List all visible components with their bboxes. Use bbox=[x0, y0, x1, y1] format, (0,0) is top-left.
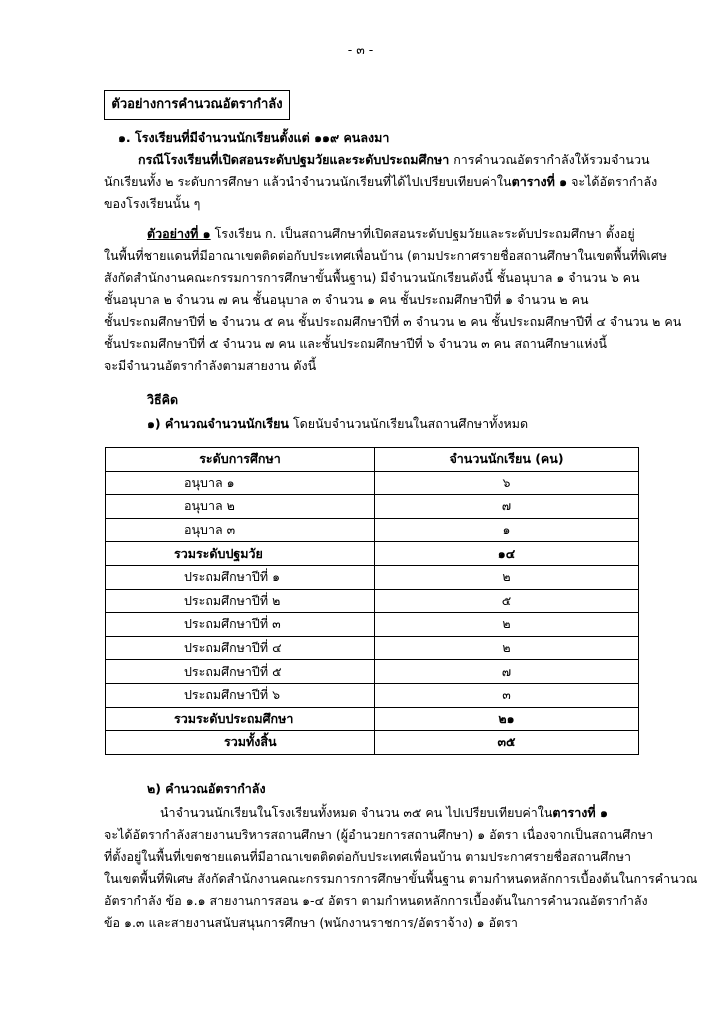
cell-count: ๒ bbox=[375, 613, 639, 637]
section1-para-text: จะได้อัตรากำลัง bbox=[567, 174, 658, 189]
cell-level: รวมทั้งสิ้น bbox=[106, 731, 375, 755]
step1-line bbox=[147, 416, 528, 432]
table-row bbox=[106, 471, 639, 495]
cell-count: ๒ bbox=[375, 565, 639, 589]
table-row bbox=[106, 542, 639, 566]
table-row bbox=[106, 589, 639, 613]
header-count: จำนวนนักเรียน (คน) bbox=[375, 448, 639, 472]
table-row bbox=[106, 660, 639, 684]
cell-count: ๖ bbox=[375, 471, 639, 495]
example-line5: ชั้นประถมศึกษาปีที่ ๒ จำนวน ๕ คน ชั้นประถมศึกษาปีที่ ๓ จำนวน ๒ คน ชั้นประถมศึกษาปีที่ ๔ จำนวน ๒ คน bbox=[104, 314, 682, 329]
example-line7: จะมีจำนวนอัตรากำลังตามสายงาน ดังนี้ bbox=[104, 358, 317, 373]
table-body bbox=[106, 471, 639, 754]
cell-level: ประถมศึกษาปีที่ ๓ bbox=[106, 613, 375, 637]
table-row bbox=[106, 518, 639, 542]
step2-line5: อัตรากำลัง ข้อ ๑.๑ สายงานการสอน ๑-๔ อัตรา ตามกำหนดหลักการเบื้องต้นในการคำนวณอัตรากำลัง bbox=[104, 893, 648, 908]
example-line2: ในพื้นที่ชายแดนที่มีอาณาเขตติดต่อกับประเทศเพื่อนบ้าน (ตามประกาศรายชื่อสถานศึกษาในเขตพื้นที่พิเศษ bbox=[104, 248, 667, 263]
step2-line3: ที่ตั้งอยู่ในพื้นที่เขตชายแดนที่มีอาณาเขตติดต่อกับประเทศเพื่อนบ้าน ตามประกาศรายชื่อสถานศึกษา bbox=[104, 849, 632, 864]
example-text: โรงเรียน ก. เป็นสถานศึกษาที่เปิดสอนระดับปฐมวัยและระดับประถมศึกษา ตั้งอยู่ bbox=[210, 226, 635, 241]
cell-level: อนุบาล ๑ bbox=[106, 471, 375, 495]
table-row bbox=[106, 707, 639, 731]
section1-heading: ๑. โรงเรียนที่มีจำนวนนักเรียนตั้งแต่ ๑๑๙ คนลงมา bbox=[118, 130, 390, 145]
step2-line2: จะได้อัตรากำลังสายงานบริหารสถานศึกษา (ผู้อำนวยการสถานศึกษา) ๑ อัตรา เนื่องจากเป็นสถานศึกษา bbox=[104, 827, 654, 842]
cell-count: ๑ bbox=[375, 518, 639, 542]
cell-level: อนุบาล ๓ bbox=[106, 518, 375, 542]
example-line3: สังกัดสำนักงานคณะกรรมการการศึกษาขั้นพื้นฐาน) มีจำนวนนักเรียนดังนี้ ชั้นอนุบาล ๑ จำนวน ๖ คน bbox=[104, 270, 640, 285]
table-ref: ตารางที่ ๑ bbox=[511, 174, 568, 189]
cell-count: ๑๔ bbox=[375, 542, 639, 566]
cell-level: ประถมศึกษาปีที่ ๖ bbox=[106, 683, 375, 707]
step2-line6: ข้อ ๑.๓ และสายงานสนับสนุนการศึกษา (พนักงานราชการ/อัตราจ้าง) ๑ อัตรา bbox=[104, 915, 518, 930]
table-row bbox=[106, 613, 639, 637]
step1-text: โดยนับจำนวนนักเรียนในสถานศึกษาทั้งหมด bbox=[288, 416, 529, 431]
table-header-row bbox=[106, 448, 639, 472]
cell-level: อนุบาล ๒ bbox=[106, 495, 375, 519]
cell-count: ๓ bbox=[375, 683, 639, 707]
step2-text: นำจำนวนนักเรียนในโรงเรียนทั้งหมด จำนวน ๓๕ คน ไปเปรียบเทียบค่าใน bbox=[160, 805, 553, 820]
method-heading: วิธีคิด bbox=[147, 392, 179, 407]
box-title: ตัวอย่างการคำนวณอัตรากำลัง bbox=[104, 90, 290, 120]
example-label: ตัวอย่างที่ ๑ bbox=[147, 226, 211, 241]
table-row bbox=[106, 636, 639, 660]
section1-para-bold: กรณีโรงเรียนที่เปิดสอนระดับปฐมวัยและระดับประถมศึกษา bbox=[138, 152, 450, 167]
cell-count: ๕ bbox=[375, 589, 639, 613]
header-level: ระดับการศึกษา bbox=[106, 448, 375, 472]
example-line1 bbox=[147, 226, 635, 242]
cell-count: ๗ bbox=[375, 660, 639, 684]
student-count-table bbox=[105, 447, 639, 755]
cell-level: รวมระดับประถมศึกษา bbox=[106, 707, 375, 731]
cell-level: ประถมศึกษาปีที่ ๒ bbox=[106, 589, 375, 613]
cell-level: ประถมศึกษาปีที่ ๑ bbox=[106, 565, 375, 589]
cell-level: ประถมศึกษาปีที่ ๕ bbox=[106, 660, 375, 684]
section1-para-line2 bbox=[104, 174, 657, 190]
step2-heading: ๒) คำนวณอัตรากำลัง bbox=[147, 781, 266, 796]
section1-para-line1 bbox=[138, 152, 650, 168]
step1-heading: ๑) คำนวณจำนวนนักเรียน bbox=[147, 416, 289, 431]
example-line6: ชั้นประถมศึกษาปีที่ ๕ จำนวน ๗ คน และชั้นประถมศึกษาปีที่ ๖ จำนวน ๓ คน สถานศึกษาแห่งนี้ bbox=[104, 336, 607, 351]
step2-line1 bbox=[160, 805, 608, 821]
cell-count: ๒ bbox=[375, 636, 639, 660]
table-ref: ตารางที่ ๑ bbox=[552, 805, 608, 820]
table-row bbox=[106, 683, 639, 707]
table-row bbox=[106, 731, 639, 755]
cell-count: ๒๑ bbox=[375, 707, 639, 731]
table-row bbox=[106, 565, 639, 589]
cell-level: ประถมศึกษาปีที่ ๔ bbox=[106, 636, 375, 660]
step2-line4: ในเขตพื้นที่พิเศษ สังกัดสำนักงานคณะกรรมการการศึกษาขั้นพื้นฐาน ตามกำหนดหลักการเบื้องต้นในการคำนวณ bbox=[104, 871, 698, 886]
section1-para-text: การคำนวณอัตรากำลังให้รวมจำนวน bbox=[449, 152, 650, 167]
cell-count: ๓๕ bbox=[375, 731, 639, 755]
table-row bbox=[106, 495, 639, 519]
cell-count: ๗ bbox=[375, 495, 639, 519]
section1-para-text: นักเรียนทั้ง ๒ ระดับการศึกษา แล้วนำจำนวนนักเรียนที่ได้ไปเปรียบเทียบค่าใน bbox=[104, 174, 512, 189]
example-line4: ชั้นอนุบาล ๒ จำนวน ๗ คน ชั้นอนุบาล ๓ จำนวน ๑ คน ชั้นประถมศึกษาปีที่ ๑ จำนวน ๒ คน bbox=[104, 292, 589, 307]
page-number: - ๓ - bbox=[347, 42, 374, 57]
section1-para-line3: ของโรงเรียนนั้น ๆ bbox=[104, 196, 201, 211]
cell-level: รวมระดับปฐมวัย bbox=[106, 542, 375, 566]
